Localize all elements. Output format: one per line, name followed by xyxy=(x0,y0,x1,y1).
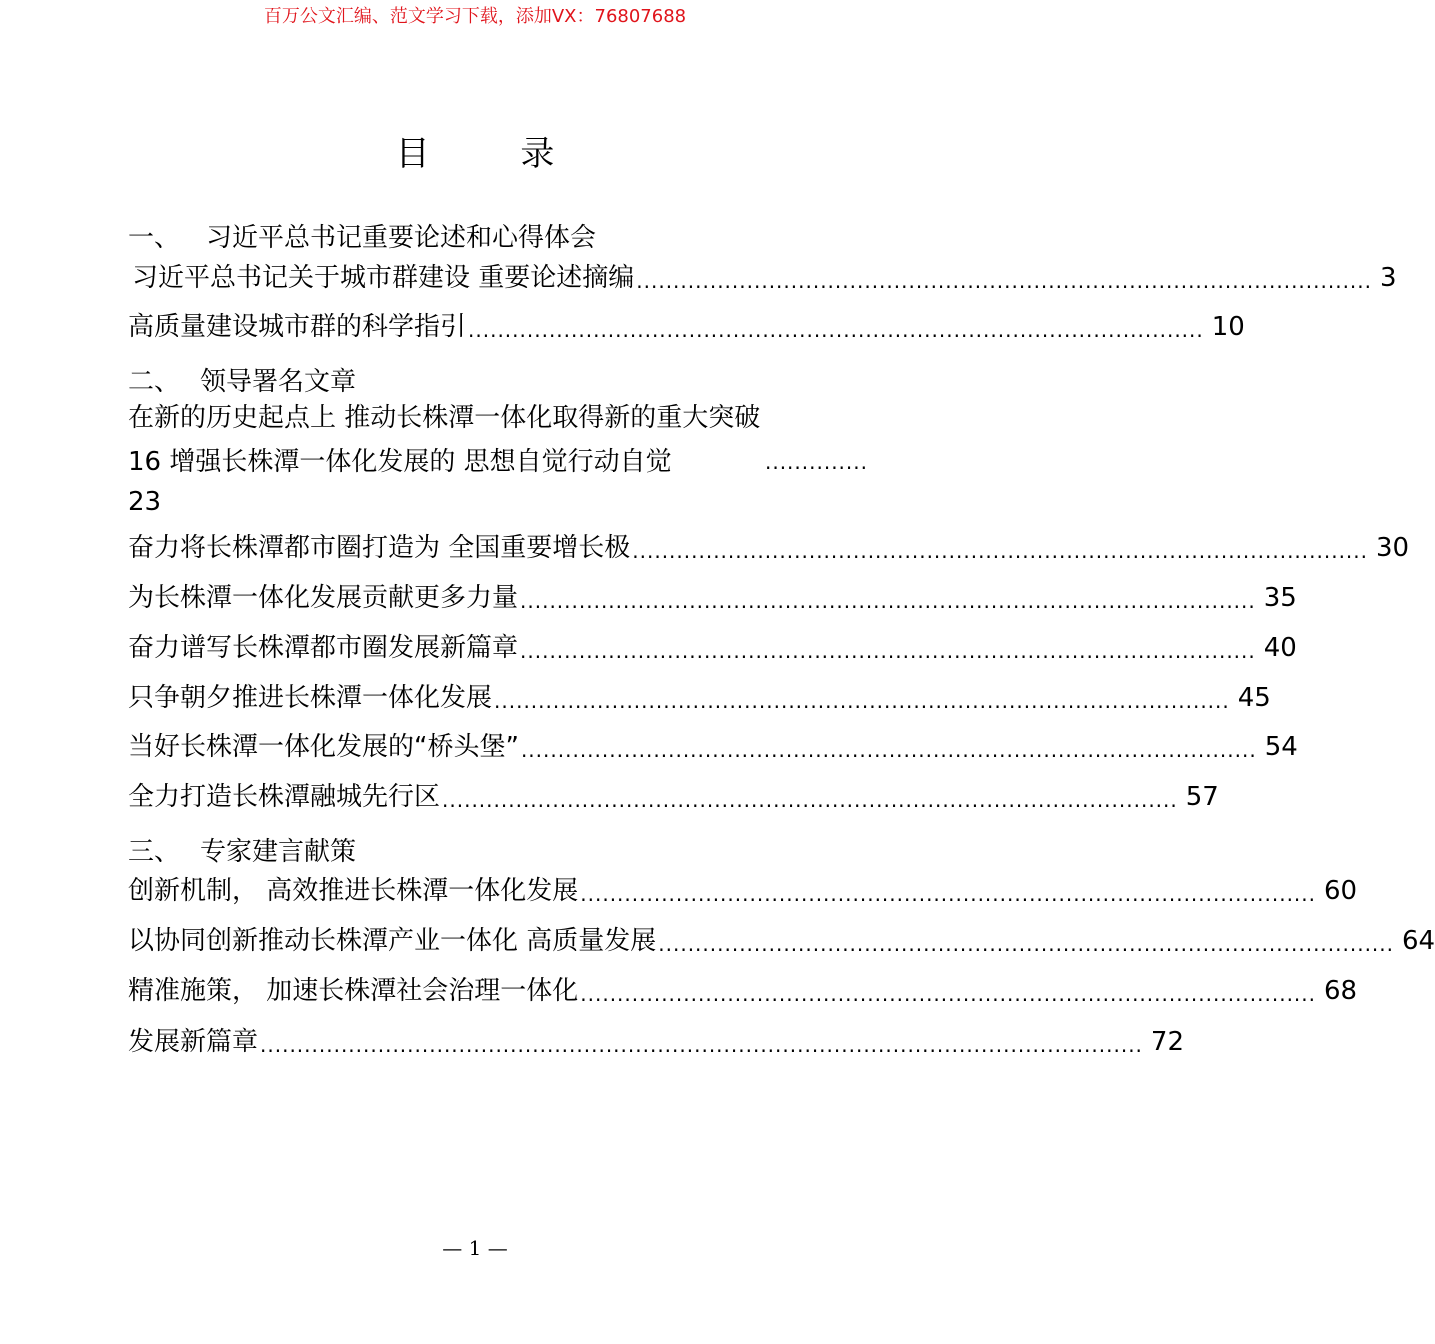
toc-entry-title: 精准施策， 加速长株潭社会治理一体化 xyxy=(128,976,579,1006)
toc-entry-page: 64 xyxy=(1402,926,1435,956)
toc-entry[interactable] xyxy=(128,729,1298,765)
toc-entry-page: 35 xyxy=(1263,583,1297,613)
toc-entry-title: 以协同创新推动长株潭产业一体化 高质量发展 xyxy=(128,926,657,956)
toc-entry[interactable] xyxy=(128,630,1297,666)
dot-leader: .................................................................................................... xyxy=(520,738,1257,762)
dot-leader: .................................................................................................... xyxy=(658,932,1395,956)
page-number-footer: — 1 — xyxy=(442,1236,508,1260)
section-number: 一、 xyxy=(128,223,181,253)
toc-entry-title: 习近平总书记关于城市群建设 重要论述摘编 xyxy=(132,263,635,293)
dot-leader: ........................................................................................................................ xyxy=(260,1033,1143,1057)
dot-leader: .................................................................................................... xyxy=(442,788,1178,812)
toc-entry-page: 30 xyxy=(1376,533,1410,563)
watermark-header: 百万公文汇编、范文学习下载，添加VX：76807688 xyxy=(263,6,687,27)
toc-entry-page: 10 xyxy=(1211,312,1245,342)
toc-entry-title: 16 增强长株潭一体化发展的 思想自觉行动自觉 xyxy=(128,447,672,477)
toc-entry[interactable] xyxy=(132,260,1397,296)
page-title: 目 录 xyxy=(395,134,595,174)
toc-entry-title: 奋力将长株潭都市圈打造为 全国重要增长极 xyxy=(128,533,631,563)
dot-leader: .................................................................................................... xyxy=(636,269,1373,293)
toc-entry[interactable] xyxy=(128,873,1358,909)
toc-entry-page: 57 xyxy=(1185,782,1219,812)
toc-entry-title: 为长株潭一体化发展贡献更多力量 xyxy=(128,583,519,613)
toc-entry-title: 高质量建设城市群的科学指引 xyxy=(128,312,467,342)
toc-entry[interactable] xyxy=(128,1024,1184,1060)
section-number: 三、 xyxy=(128,837,181,867)
section-label: 领导署名文章 xyxy=(200,367,357,397)
toc-entry-wrapped-line-1[interactable] xyxy=(128,400,868,436)
toc-entry-title: 创新机制， 高效推进长株潭一体化发展 xyxy=(128,876,579,906)
toc-entry-page: 45 xyxy=(1237,683,1271,713)
dot-leader: .................................................................................................... xyxy=(580,882,1317,906)
toc-entry-title: 发展新篇章 xyxy=(128,1027,259,1057)
toc-entry-page: 3 xyxy=(1380,263,1397,293)
section-heading-3 xyxy=(128,834,356,870)
toc-entry-page: 40 xyxy=(1263,633,1297,663)
section-heading-1 xyxy=(128,220,596,256)
dot-leader: .................................................................................................... xyxy=(632,539,1369,563)
dot-leader: .................................................................................................... xyxy=(520,639,1256,663)
dot-leader: .............. xyxy=(764,450,868,474)
toc-entry-wrapped-line-2[interactable] xyxy=(128,444,868,480)
section-label: 习近平总书记重要论述和心得体会 xyxy=(206,223,597,253)
dot-leader: .................................................................................................... xyxy=(468,318,1204,342)
section-number: 二、 xyxy=(128,367,181,397)
toc-entry[interactable] xyxy=(128,680,1271,716)
toc-entry-page: 54 xyxy=(1264,732,1298,762)
toc-entry-title: 奋力谱写长株潭都市圈发展新篇章 xyxy=(128,633,519,663)
toc-entry[interactable] xyxy=(128,779,1219,815)
toc-entry-title: 全力打造长株潭融城先行区 xyxy=(128,782,441,812)
toc-entry[interactable] xyxy=(128,309,1245,345)
dot-leader: .................................................................................................... xyxy=(580,982,1317,1006)
toc-entry-title: 在新的历史起点上 推动长株潭一体化取得新的重大突破 xyxy=(128,403,761,433)
section-label: 专家建言献策 xyxy=(200,837,357,867)
dot-leader: .................................................................................................... xyxy=(520,589,1256,613)
dot-leader: .................................................................................................... xyxy=(494,689,1230,713)
toc-entry-page: 68 xyxy=(1324,976,1358,1006)
toc-entry[interactable] xyxy=(128,530,1410,566)
toc-entry[interactable] xyxy=(128,923,1435,959)
toc-entry-page: 23 xyxy=(128,487,162,517)
toc-entry-title: 只争朝夕推进长株潭一体化发展 xyxy=(128,683,493,713)
toc-entry-page: 72 xyxy=(1150,1027,1184,1057)
toc-entry-wrapped-line-3 xyxy=(128,484,868,520)
toc-entry-page: 60 xyxy=(1324,876,1358,906)
toc-entry[interactable] xyxy=(128,973,1358,1009)
toc-entry[interactable] xyxy=(128,580,1297,616)
toc-entry-title: 当好长株潭一体化发展的“桥头堡” xyxy=(128,732,519,762)
section-heading-2 xyxy=(128,364,356,400)
